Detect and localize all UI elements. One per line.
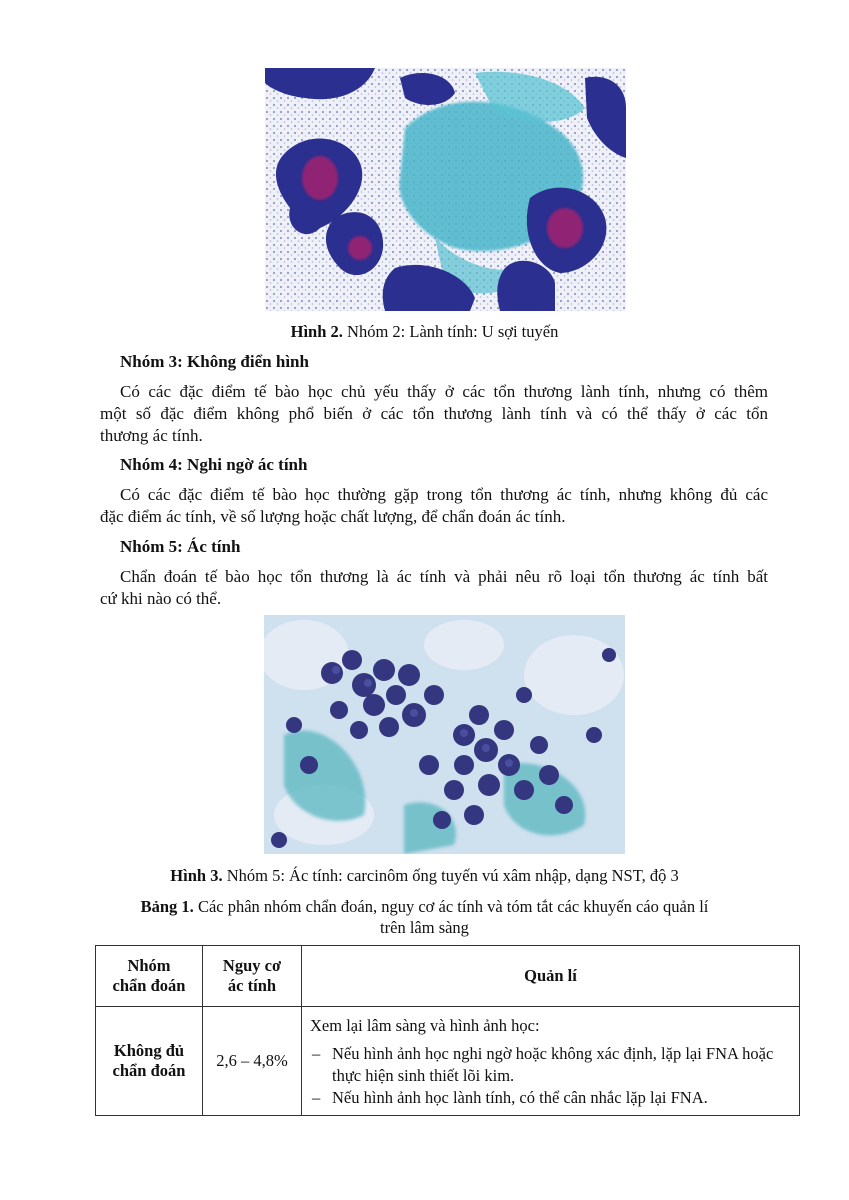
table-header-row xyxy=(96,946,800,1007)
header-risk-line: Nguy cơ xyxy=(222,956,282,975)
figure-3-caption xyxy=(0,866,849,886)
cell-group-line: Không đủ xyxy=(113,1041,185,1060)
table-1-caption-line-2: trên lâm sàng xyxy=(380,918,469,937)
header-risk-line: ác tính xyxy=(227,976,277,995)
cell-risk: 2,6 – 4,8% xyxy=(203,1007,302,1116)
table-1-caption xyxy=(0,897,849,917)
group-4-line: đặc điểm ác tính, về số lượng hoặc chất lượng, để chẩn đoán ác tính. xyxy=(100,507,566,526)
header-group-line: chẩn đoán xyxy=(112,976,186,995)
group-3-line: Có các đặc điểm tế bào học chủ yếu thấy ở các tổn thương lành tính, nhưng có thêm xyxy=(120,382,768,401)
cell-group-line: chẩn đoán xyxy=(112,1061,186,1080)
figure-2-caption xyxy=(0,322,849,342)
management-item-text: Nếu hình ảnh học nghi ngờ hoặc không xác định, lặp lại FNA hoặc thực hiện sinh thiết lõi kim. xyxy=(332,1044,774,1085)
management-item-text: Nếu hình ảnh học lành tính, có thể cân nhắc lặp lại FNA. xyxy=(332,1088,708,1107)
group-5-paragraph xyxy=(100,566,768,610)
management-list xyxy=(310,1043,793,1109)
figure-3-text: Nhóm 5: Ác tính: carcinôm ống tuyến vú xâm nhập, dạng NST, độ 3 xyxy=(222,866,679,885)
group-5-line: cứ khi nào có thể. xyxy=(100,589,222,608)
group-3-paragraph xyxy=(100,381,768,447)
table-row xyxy=(96,1007,800,1116)
group-4-line: Có các đặc điểm tế bào học thường gặp trong tổn thương ác tính, nhưng không đủ các xyxy=(120,485,768,504)
header-group-line: Nhóm xyxy=(127,956,171,975)
header-risk xyxy=(203,946,302,1007)
group-3-line: một số đặc điểm không phổ biến ở các tổn thương lành tính và có thể thấy ở các tổn xyxy=(100,404,768,423)
cell-group xyxy=(96,1007,203,1116)
dash-bullet-icon: – xyxy=(312,1044,321,1063)
management-item xyxy=(310,1043,793,1087)
group-4-paragraph xyxy=(100,484,768,528)
group-5-heading: Nhóm 5: Ác tính xyxy=(120,537,241,556)
group-3-heading: Nhóm 3: Không điển hình xyxy=(120,352,309,371)
figure-2-label: Hình 2. xyxy=(290,322,343,341)
figure-2-micrograph xyxy=(265,68,626,311)
table-1 xyxy=(95,945,800,1116)
figure-2-text: Nhóm 2: Lành tính: U sợi tuyến xyxy=(342,322,559,341)
header-management xyxy=(302,946,800,1007)
fibroadenoma-smear-image xyxy=(265,68,626,311)
header-group xyxy=(96,946,203,1007)
table-1-caption-text: Các phân nhóm chẩn đoán, nguy cơ ác tính và tóm tắt các khuyến cáo quản lí xyxy=(193,897,709,916)
figure-3-micrograph xyxy=(264,615,625,854)
group-3-line: thương ác tính. xyxy=(100,426,203,445)
table-1-label: Bảng 1. xyxy=(140,897,194,916)
carcinoma-smear-image xyxy=(264,615,625,854)
group-5-line: Chẩn đoán tế bào học tổn thương là ác tính và phải nêu rõ loại tổn thương ác tính bất xyxy=(120,567,768,586)
dash-bullet-icon: – xyxy=(312,1088,321,1107)
management-intro: Xem lại lâm sàng và hình ảnh học: xyxy=(310,1016,540,1035)
group-4-heading: Nhóm 4: Nghi ngờ ác tính xyxy=(120,455,308,474)
header-management-line: Quản lí xyxy=(524,966,577,985)
figure-3-label: Hình 3. xyxy=(170,866,223,885)
management-item xyxy=(310,1087,793,1109)
cell-management xyxy=(302,1007,800,1116)
